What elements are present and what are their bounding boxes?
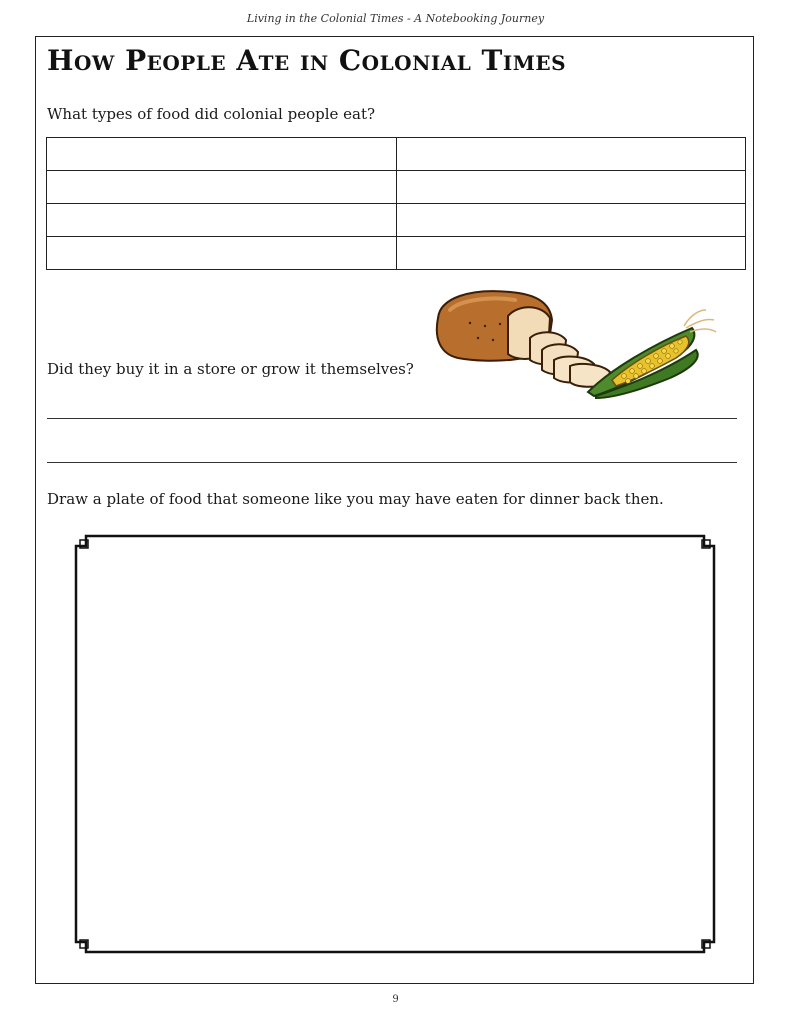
- answer-cell[interactable]: [396, 204, 746, 237]
- answer-line[interactable]: [47, 462, 737, 463]
- question-food-types: What types of food did colonial people eat?: [47, 105, 376, 123]
- food-illustration: [430, 288, 720, 403]
- page-title: How People Ate in Colonial Times: [47, 44, 567, 77]
- table-row: [47, 138, 746, 171]
- page-number: 9: [392, 994, 399, 1005]
- corn-cob-icon: [588, 310, 716, 398]
- running-header: Living in the Colonial Times - A Notebooking Journey: [246, 12, 545, 25]
- answer-cell[interactable]: [396, 171, 746, 204]
- question-source: Did they buy it in a store or grow it themselves?: [47, 360, 414, 378]
- answer-cell[interactable]: [47, 204, 397, 237]
- answer-line[interactable]: [47, 418, 737, 419]
- question-draw-plate: Draw a plate of food that someone like you may have eaten for dinner back then.: [47, 490, 664, 508]
- answer-cell[interactable]: [47, 171, 397, 204]
- table-row: [47, 204, 746, 237]
- bread-loaf-icon: [437, 291, 610, 387]
- table-row: [47, 171, 746, 204]
- answer-cell[interactable]: [47, 138, 397, 171]
- food-types-table: [46, 137, 746, 270]
- answer-cell[interactable]: [396, 237, 746, 270]
- answer-cell[interactable]: [47, 237, 397, 270]
- table-row: [47, 237, 746, 270]
- answer-cell[interactable]: [396, 138, 746, 171]
- drawing-area[interactable]: [72, 532, 718, 956]
